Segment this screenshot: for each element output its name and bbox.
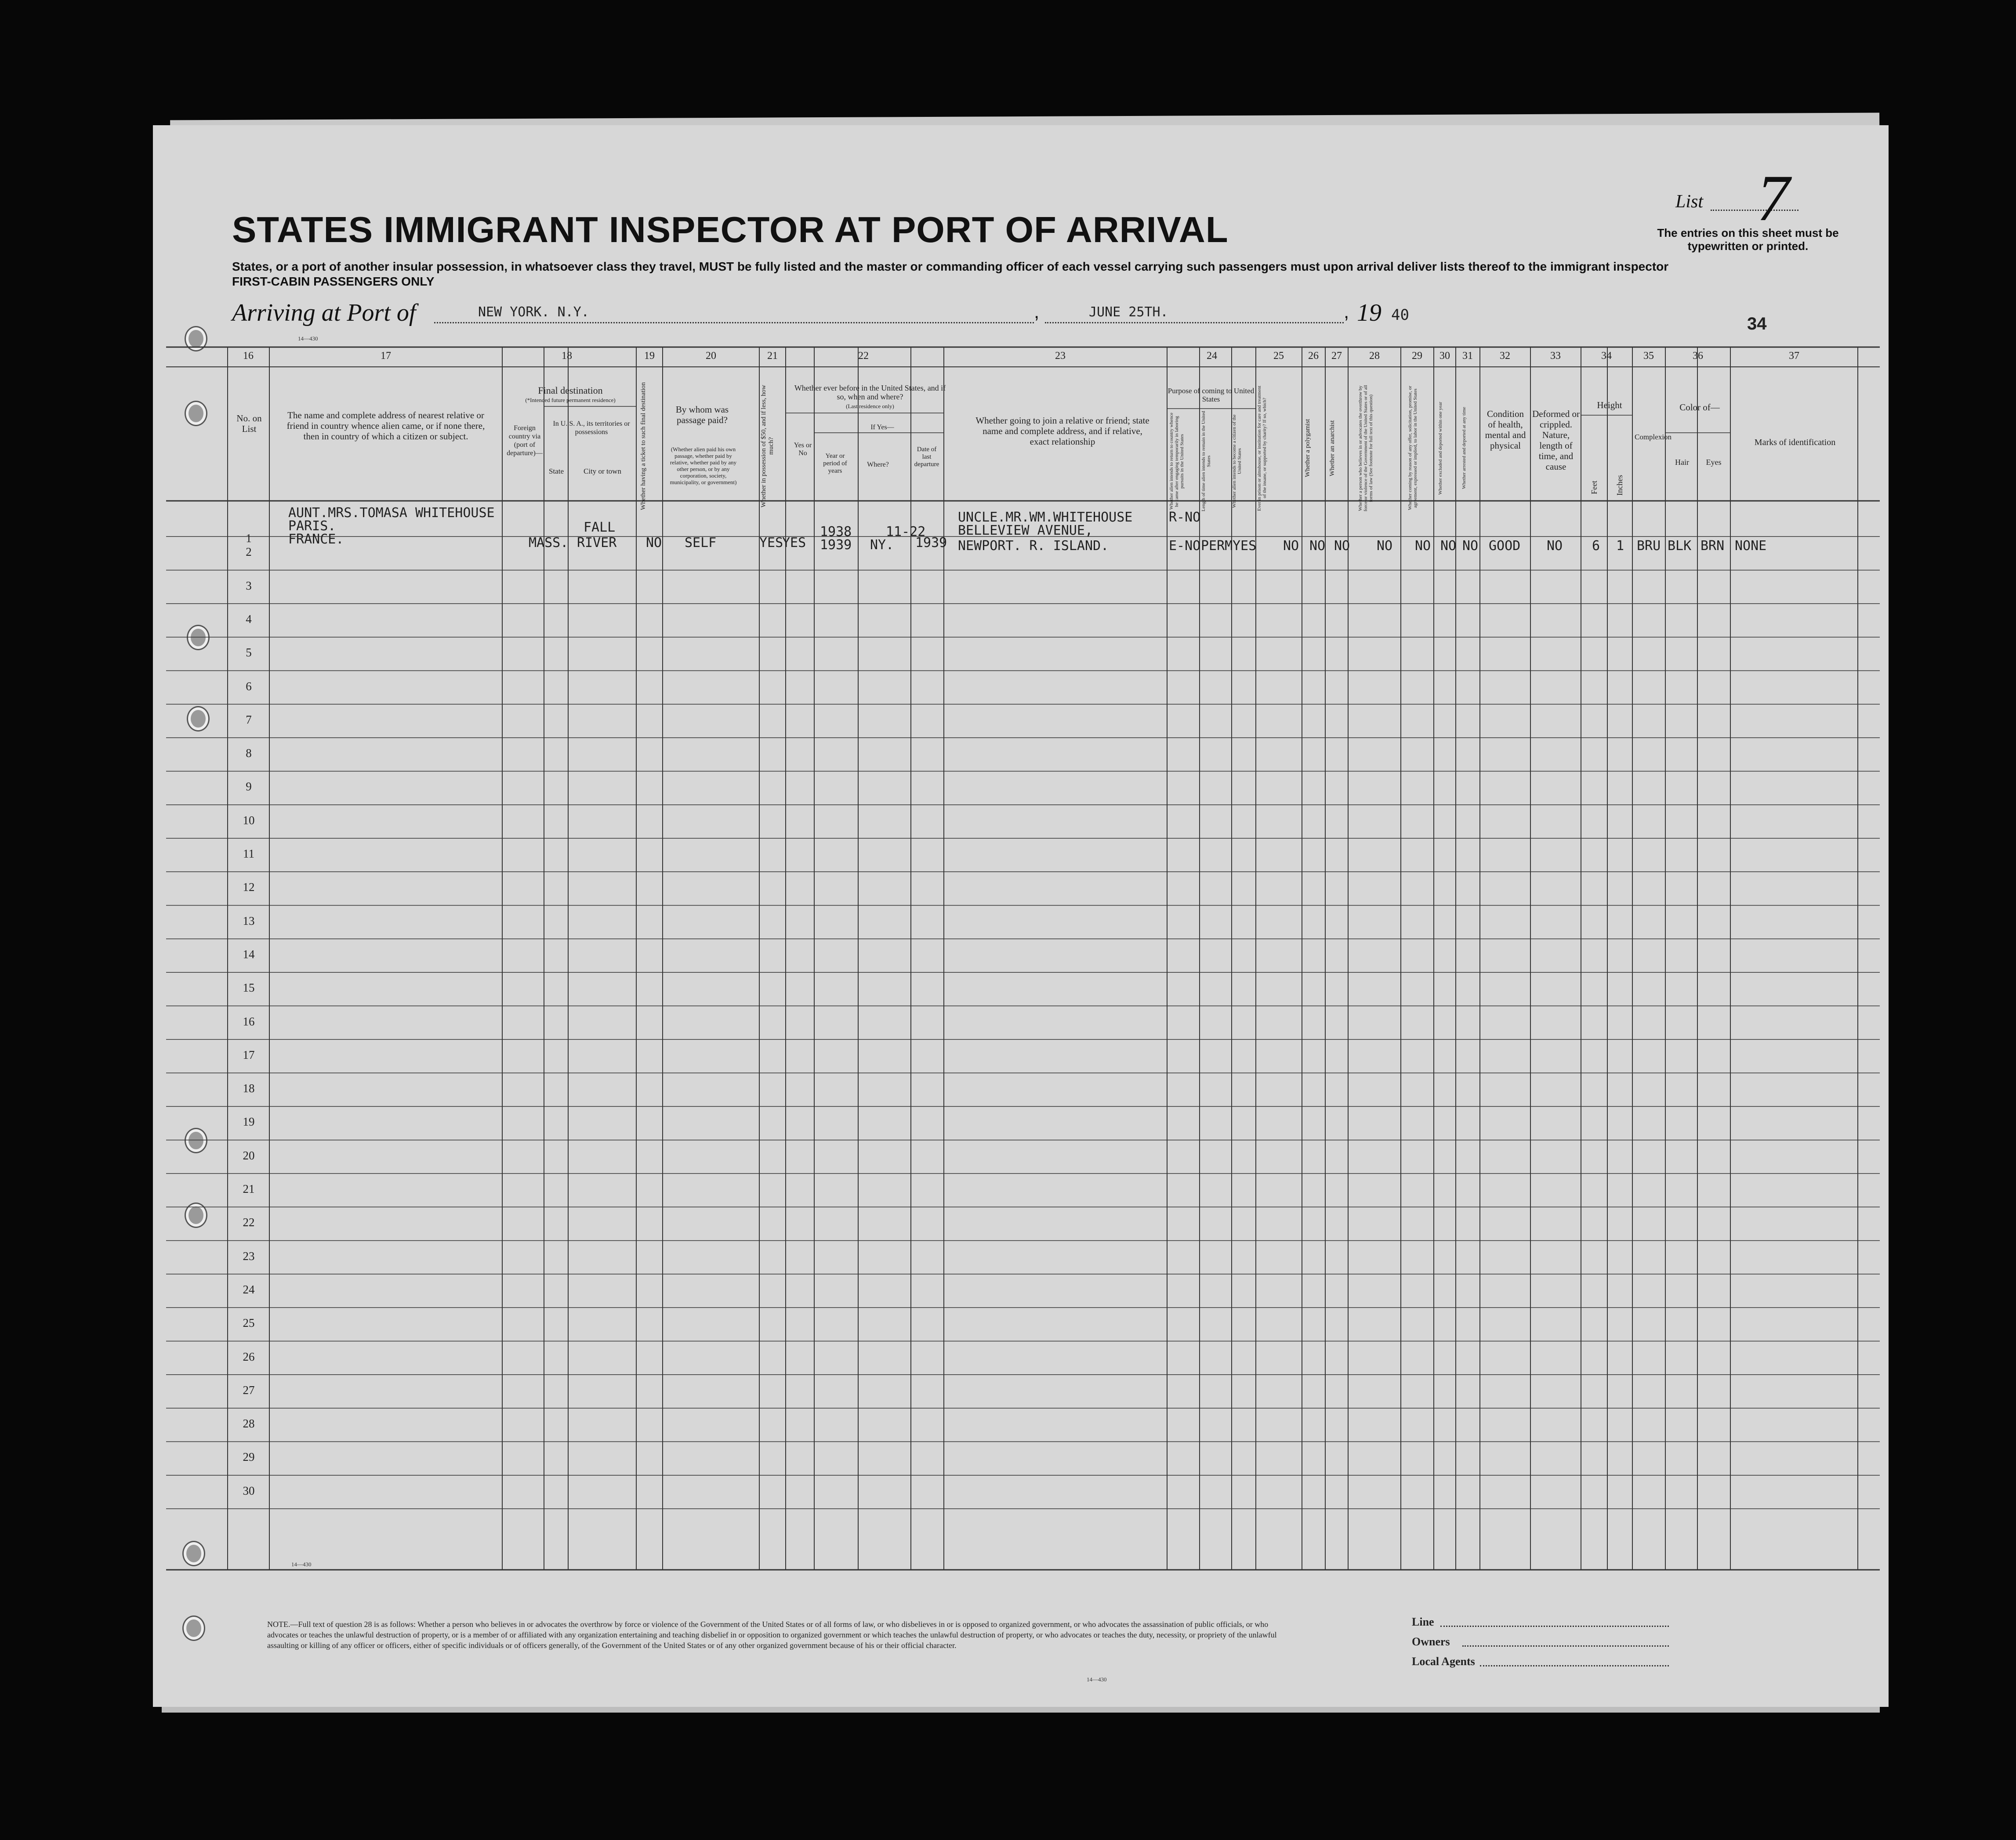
column-number: 35	[1643, 350, 1654, 362]
column-number: 19	[644, 350, 655, 362]
local-agents-label: Local Agents	[1412, 1655, 1475, 1668]
row-number: 26	[243, 1350, 255, 1363]
row-number: 5	[246, 646, 252, 659]
table-grid	[153, 125, 1889, 1707]
row-number: 19	[243, 1115, 255, 1129]
row-number: 20	[243, 1148, 255, 1162]
years-value: 1939	[820, 537, 852, 553]
column-number: 37	[1789, 350, 1799, 362]
manifest-sheet	[153, 125, 1889, 1707]
destination-state: MASS.	[529, 535, 569, 551]
fifty-dollars-value: YES	[759, 535, 783, 551]
where-value: 11-22	[886, 524, 926, 540]
subtitle-line: States, or a port of another insular possession, in whatsoever class they travel, MUST be fully listed and the master or commanding officer of each vessel carrying such passengers must upon arrival deliver lists thereof to the immigrant inspector	[232, 260, 1669, 273]
form-number: 14—430	[291, 1561, 312, 1568]
row-number: 18	[243, 1082, 255, 1095]
anarchist-value: NO	[1334, 538, 1350, 554]
header-health: Condition of health, mental and physical	[1485, 409, 1526, 451]
header-final-destination: Final destination	[538, 385, 603, 396]
header-ticket: Whether having a ticket to such final destination	[640, 382, 647, 510]
header-marks: Marks of identification	[1754, 438, 1836, 447]
column-number: 34	[1601, 350, 1612, 362]
column-number: 16	[243, 350, 254, 362]
column-number: 20	[706, 350, 716, 362]
owners-label: Owners	[1412, 1635, 1450, 1648]
column-number: 31	[1462, 350, 1473, 362]
agents-underline	[1480, 1665, 1669, 1666]
header-final-destination-note: (*Intended future permanent residence)	[525, 397, 616, 403]
joining-name: UNCLE.MR.WM.WHITEHOUSE	[958, 510, 1133, 525]
header-foreign-country: Foreign country via (port of departure)—	[507, 424, 543, 457]
owners-underline	[1462, 1645, 1669, 1647]
column-number: 22	[858, 350, 869, 362]
labor-offer-value: NO	[1415, 538, 1431, 554]
form-number: 14—430	[298, 335, 318, 342]
column-number: 32	[1500, 350, 1510, 362]
comma: ,	[1344, 301, 1349, 322]
header-prison: Ever in prison or almshouse, or institution for care and treatment of the insane, or supported by charity? If so, which?	[1257, 385, 1267, 511]
header-anarchist: Whether an anarchist	[1329, 420, 1336, 476]
header-last-residence: (Last residence only)	[846, 403, 894, 409]
row-number: 27	[243, 1383, 255, 1397]
deported-value: NO	[1462, 538, 1479, 554]
column-number: 36	[1693, 350, 1703, 362]
header-fifty-dollars: Whether in possession of $50, and if less, how much?	[760, 384, 775, 507]
destination-city: FALL	[584, 520, 616, 535]
column-number: 18	[562, 350, 572, 362]
row-number: 10	[243, 813, 255, 827]
complexion-value: BRU	[1637, 538, 1661, 554]
header-deformed: Deformed or crippled. Nature, length of time, and cause	[1532, 409, 1580, 472]
header-city: City or town	[584, 467, 621, 475]
prison-value: NO	[1283, 538, 1299, 554]
row-number: 14	[243, 947, 255, 961]
deformed-value: NO	[1547, 538, 1563, 554]
header-yes-no: Yes or No	[794, 442, 812, 457]
column-number: 28	[1369, 350, 1380, 362]
header-last-departure: Date of last departure	[914, 446, 939, 468]
header-deported: Whether arrested and deported at any time	[1461, 407, 1467, 489]
row-number: 16	[243, 1014, 255, 1028]
become-citizen-value: YES	[1233, 538, 1257, 554]
height-inches-value: 1	[1616, 538, 1624, 554]
row-number: 28	[243, 1417, 255, 1431]
header-height: Height	[1597, 400, 1622, 410]
port-value: NEW YORK. N.Y.	[478, 304, 589, 320]
subtitle-line: FIRST-CABIN PASSENGERS ONLY	[232, 275, 435, 288]
relative-country: FRANCE.	[288, 532, 344, 547]
row-number: 4	[246, 612, 252, 626]
header-complexion: Complexion	[1635, 433, 1672, 441]
header-overthrow: Whether a person who believes in or advocates the overthrow by force or violence of the Government of the United States or of all forms of law (See footnote for full text of this question)	[1358, 385, 1374, 511]
column-number: 24	[1207, 350, 1217, 362]
row-number: 23	[243, 1249, 255, 1263]
header-excluded: Whether excluded and deported within one year	[1438, 402, 1443, 495]
marks-value: NONE	[1735, 538, 1767, 554]
row-number: 7	[246, 713, 252, 726]
where-value: NY.	[870, 537, 894, 553]
ticket-value: NO	[646, 535, 662, 551]
header-state: State	[549, 467, 564, 475]
health-value: GOOD	[1489, 538, 1521, 554]
form-title: STATES IMMIGRANT INSPECTOR AT PORT OF ARRIVAL	[232, 209, 1229, 250]
destination-city: RIVER	[577, 535, 617, 551]
year-suffix: 40	[1391, 306, 1409, 324]
header-if-yes: If Yes—	[870, 424, 894, 431]
overthrow-value: NO	[1377, 538, 1393, 554]
header-where: Where?	[867, 461, 889, 468]
height-feet-value: 6	[1592, 538, 1600, 554]
column-number: 25	[1273, 350, 1284, 362]
date-value: JUNE 25TH.	[1089, 304, 1168, 320]
row-number: 21	[243, 1182, 255, 1195]
hair-value: BLK	[1668, 538, 1692, 554]
length-of-stay-value: PERM	[1201, 538, 1233, 554]
eyes-value: BRN	[1701, 538, 1725, 554]
list-label: List	[1675, 192, 1704, 212]
last-departure-value: 1939	[915, 535, 947, 551]
row-number: 13	[243, 914, 255, 927]
header-hair: Hair	[1675, 458, 1689, 467]
row-number: 2	[246, 545, 252, 559]
column-number: 29	[1412, 350, 1422, 362]
header-nearest-relative: The name and complete address of nearest relative or friend in country whence alien came, or if none there, then in country of which a citizen or subject.	[286, 410, 485, 442]
years-value: 1938	[820, 524, 852, 540]
column-number: 21	[767, 350, 778, 362]
header-purpose: Purpose of coming to United States	[1168, 387, 1255, 403]
return-intent-value: E-NO	[1169, 538, 1201, 554]
comma: ,	[1034, 301, 1040, 322]
joining-street: BELLEVIEW AVENUE,	[958, 523, 1093, 538]
header-passage-paid-note: (Whether alien paid his own passage, whether paid by relative, whether paid by any other person, or by any corporation, society, municipality, or government)	[670, 446, 737, 485]
polygamist-value: NO	[1309, 538, 1326, 554]
column-number: 30	[1439, 350, 1450, 362]
arriving-label: Arriving at Port of	[232, 299, 416, 326]
row-number: 8	[246, 746, 252, 760]
row-number: 29	[243, 1450, 255, 1464]
row-number: 12	[243, 880, 255, 894]
header-joining-relative: Whether going to join a relative or friend; state name and complete address, and if relative, exact relationship	[975, 415, 1149, 447]
header-no-on-list: No. on List	[236, 413, 262, 434]
header-eyes: Eyes	[1706, 458, 1722, 467]
row-number: 30	[243, 1484, 255, 1497]
row-number: 6	[246, 679, 252, 693]
column-number: 27	[1331, 350, 1342, 362]
footnote-question-28: NOTE.—Full text of question 28 is as follows: Whether a person who believes in or advocates the overthrow by force or violence of the Government of the United States or of all forms of law, or who disbelieves in or is opposed to organized government, or who advocates the assassination of public officials, or who advocates or teaches the unlawful destruction of property, or is a member of or affiliated with any organization entertaining and teaching disbelief in or opposition to organized government or which teaches the unlawful destruction of property, or who advocates or teaches the duty, necessity, or propriety of the unlawful assaulting or killing of any officer or officers, either of specific individuals or of officers generally, of the Government of the United States or of any other organized government because of his or their official character.	[267, 1620, 1277, 1650]
header-polygamist: Whether a polygamist	[1304, 419, 1311, 478]
list-number: 7	[1757, 162, 1790, 235]
row-number: 11	[243, 847, 254, 860]
return-intent-value: R-NO	[1169, 510, 1201, 525]
header-return-intent: Whether alien intends to return to country whence he came after engaging temporarily in laboring pursuits in the United States	[1169, 413, 1185, 510]
year-prefix: 19	[1357, 299, 1381, 326]
header-usa-territories: In U. S. A., its territories or possessions	[553, 420, 630, 436]
row-number: 24	[243, 1282, 255, 1296]
column-number: 23	[1055, 350, 1066, 362]
header-become-citizen: Whether alien intends to become a citizen of the United States	[1232, 414, 1242, 508]
header-year-period: Year or period of years	[823, 453, 847, 474]
entries-note: The entries on this sheet must be typewritten or printed.	[1657, 226, 1839, 253]
column-number: 17	[381, 350, 391, 362]
excluded-value: NO	[1440, 538, 1457, 554]
relative-city: PARIS.	[288, 518, 336, 534]
row-number: 1	[246, 532, 252, 545]
row-number: 15	[243, 981, 255, 995]
header-inches: Inches	[1615, 475, 1624, 496]
row-number: 17	[243, 1048, 255, 1061]
row-number: 25	[243, 1316, 255, 1330]
row-number: 3	[246, 579, 252, 592]
header-before-in-us: Whether ever before in the United States, and if so, when and where?	[794, 384, 946, 401]
header-length-of-stay: Length of time alien intends to remain in the United States	[1201, 411, 1211, 512]
column-number: 33	[1550, 350, 1561, 362]
passage-paid-value: SELF	[685, 535, 717, 551]
row-number: 9	[246, 780, 252, 793]
form-number: 14—430	[1087, 1676, 1107, 1683]
sheet-number: 34	[1747, 314, 1767, 333]
joining-city: NEWPORT. R. ISLAND.	[958, 538, 1109, 554]
line-underline	[1440, 1626, 1669, 1627]
column-number: 26	[1308, 350, 1319, 362]
line-label: Line	[1412, 1615, 1434, 1628]
header-passage-paid: By whom was passage paid?	[675, 404, 729, 425]
before-in-us-value: YES	[782, 535, 806, 551]
row-number: 22	[243, 1216, 255, 1229]
header-labor-offer: Whether coming by reason of any offer, solicitation, promise, or agreement, expressed or implied, to labor in the United States	[1407, 386, 1418, 511]
header-feet: Feet	[1590, 481, 1599, 495]
relative-name: AUNT.MRS.TOMASA WHITEHOUSE	[288, 505, 495, 521]
header-color: Color of—	[1679, 402, 1720, 413]
